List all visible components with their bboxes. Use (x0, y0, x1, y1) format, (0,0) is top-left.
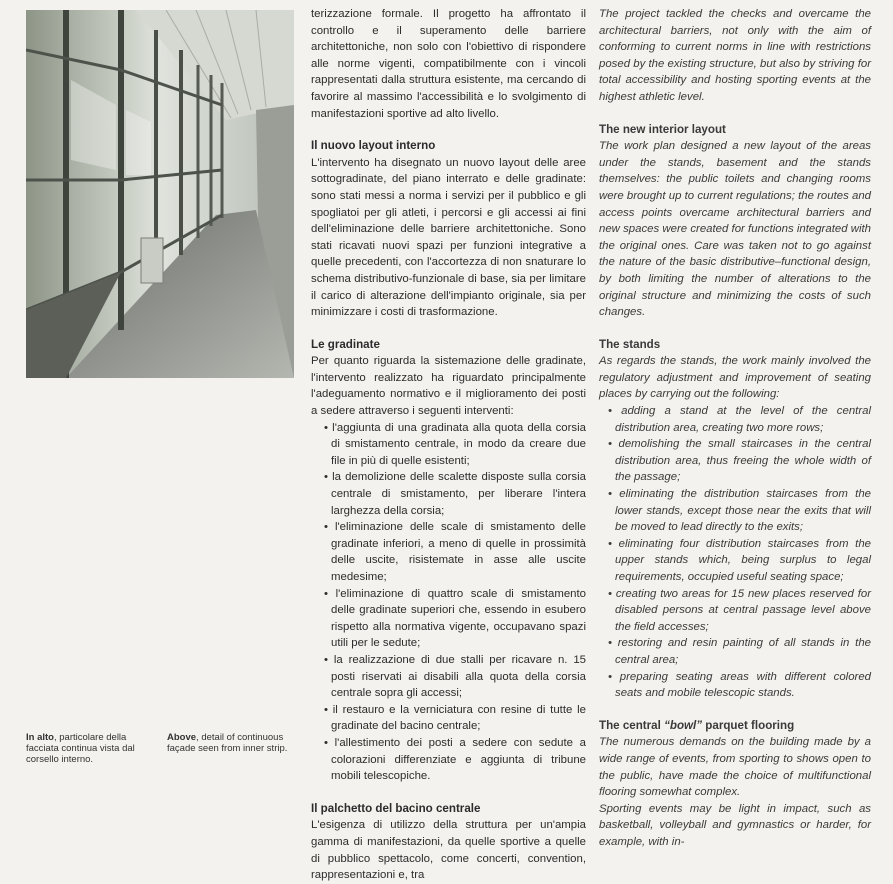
en-heading-layout: The new interior layout (599, 122, 726, 136)
en-heading-floor-quote: “bowl” (664, 718, 703, 732)
it-intro: terizzazione formale. Il progetto ha affrontato il controllo e il superamento delle barriere architettoniche, non solo con l'obiettivo di rispondere alle norme vigenti, compatibilmente con i vincoli rappresentati dalla struttura esistente, ma cercando di favorire al massimo l'accessibilità e lo svolgimento di manifestazioni sportive ad alto livello. (311, 8, 586, 120)
facade-illustration (26, 10, 294, 378)
it-paragraph-floor: L'esigenza di utilizzo della struttura per un'ampia gamma di manifestazioni, da quelle sportive a quelle di pubblico spettacolo, come concerti, convention, rappresentazioni e, tra (311, 819, 586, 882)
caption-en-label: Above (167, 732, 197, 743)
caption-it-text: , particolare della facciata continua vista dal corsello interno. (26, 732, 135, 765)
caption-english (167, 732, 292, 754)
list-item: • eliminating four distribution staircases from the upper stands which, being surplus to legal requirements, occupied useful seating space; (608, 537, 871, 583)
en-heading-floor-pre: The central (599, 718, 665, 732)
it-heading-floor: Il palchetto del bacino centrale (311, 801, 481, 815)
list-item: • l'allestimento dei posti a sedere con sedute a colorazioni differenziate e aggiunta di tribune mobili telescopiche. (324, 736, 586, 783)
caption-it-label: In alto (26, 732, 54, 743)
corridor-photo (26, 10, 294, 378)
list-item: • l'eliminazione di quattro scale di smistamento delle gradinate superiori che, essendo in esubero rispetto alla normativa vigente, occupavano spazi utili per le sedute; (324, 587, 586, 650)
list-item: • creating two areas for 15 new places reserved for disabled persons at central passage level above the field accesses; (608, 587, 871, 633)
en-paragraph-floor-2: Sporting events may be light in impact, such as basketball, volleyball and gymnastics or harder, for example, with in- (599, 802, 871, 848)
list-item: • adding a stand at the level of the central distribution area, creating two more rows; (608, 405, 871, 434)
it-heading-stands: Le gradinate (311, 337, 380, 351)
list-item: • restoring and resin painting of all stands in the central area; (608, 637, 871, 666)
list-item: • la demolizione delle scalette disposte sulla corsia centrale di smistamento, per liberare l'intera larghezza della corsia; (324, 471, 586, 517)
it-paragraph-stands: Per quanto riguarda la sistemazione delle gradinate, l'intervento realizzato ha riguardato principalmente l'adeguamento normativo e il miglioramento dei posti a sedere attraverso i seguenti interventi: (311, 355, 586, 418)
list-item: • l'aggiunta di una gradinata alla quota della corsia di smistamento centrale, in modo da creare due file in più di quelle esistenti; (324, 421, 586, 467)
en-heading-floor (599, 718, 871, 735)
list-item: • il restauro e la verniciatura con resine di tutte le gradinate del bacino centrale; (324, 703, 586, 733)
en-heading-floor-post: parquet flooring (702, 718, 795, 732)
en-heading-stands: The stands (599, 337, 661, 351)
list-item: • l'eliminazione delle scale di smistamento delle gradinate inferiori, a meno di quelle in prossimità delle uscite, risistemate in asse alle uscite medesime; (324, 521, 586, 583)
italian-column (311, 6, 586, 884)
list-item: • preparing seating areas with different colored seats and mobile telescopic stands. (608, 670, 871, 700)
caption-italian (26, 732, 156, 765)
english-column (599, 6, 871, 851)
en-intro: The project tackled the checks and overcame the architectural barriers, not only with the aim of conforming to current norms in line with restrictions posed by the existing structure, but also by striving for total accessibility and hosting sporting events at the highest athletic level. (599, 8, 871, 103)
it-stands-list (311, 420, 586, 785)
en-paragraph-stands: As regards the stands, the work mainly involved the regulatory adjustment and improvement of seating places by carrying out the following: (599, 355, 871, 401)
list-item: • demolishing the small staircases in the central distribution area, thus freeing the whole width of the passage; (608, 438, 871, 484)
en-paragraph-floor-1: The numerous demands on the building made by a wide range of events, from sporting to shows open to the public, have made the choice of multifunctional flooring somewhat complex. (599, 736, 871, 799)
list-item: • eliminating the distribution staircases from the lower stands, except those near the exits that will be moved to lead directly to the exits; (608, 488, 871, 534)
it-heading-layout: Il nuovo layout interno (311, 139, 436, 153)
list-item: • la realizzazione di due stalli per ricavare n. 15 posti riservati ai disabili alla quota della corsia centrale sopra gli accessi; (324, 653, 586, 700)
en-stands-list (599, 403, 871, 702)
it-paragraph-layout: L'intervento ha disegnato un nuovo layout delle aree sottogradinate, del piano interrato e delle gradinate: sono stati messi a norma i servizi per il pubblico e gli spogliatoi per gli atleti, i percorsi e gli accessi ai fini dell'eliminazione delle barriere architettoniche. Sono stati ricavati nuovi spazi per funzioni integrative a quelle precedenti, con l'accortezza di non snaturare lo schema distributivo-funzionale di base, sia per limitare il carico di alterazione dell'impianto originale, sia per minimizzare i costi di trasformazione. (311, 156, 586, 319)
en-paragraph-layout: The work plan designed a new layout of the areas under the stands, basement and the stands themselves: the public toilets and changing rooms were brought up to current regulations; the routes and access points overcame architectural barriers and new spaces were created for functions integrated with the original ones. Care was taken not to go against the nature of the basic distributive–functional design, by both limiting the number of alterations to the original structure and minimizing the costs of such changes. (599, 140, 871, 319)
caption-en-text: , detail of continuous façade seen from inner strip. (167, 732, 288, 754)
